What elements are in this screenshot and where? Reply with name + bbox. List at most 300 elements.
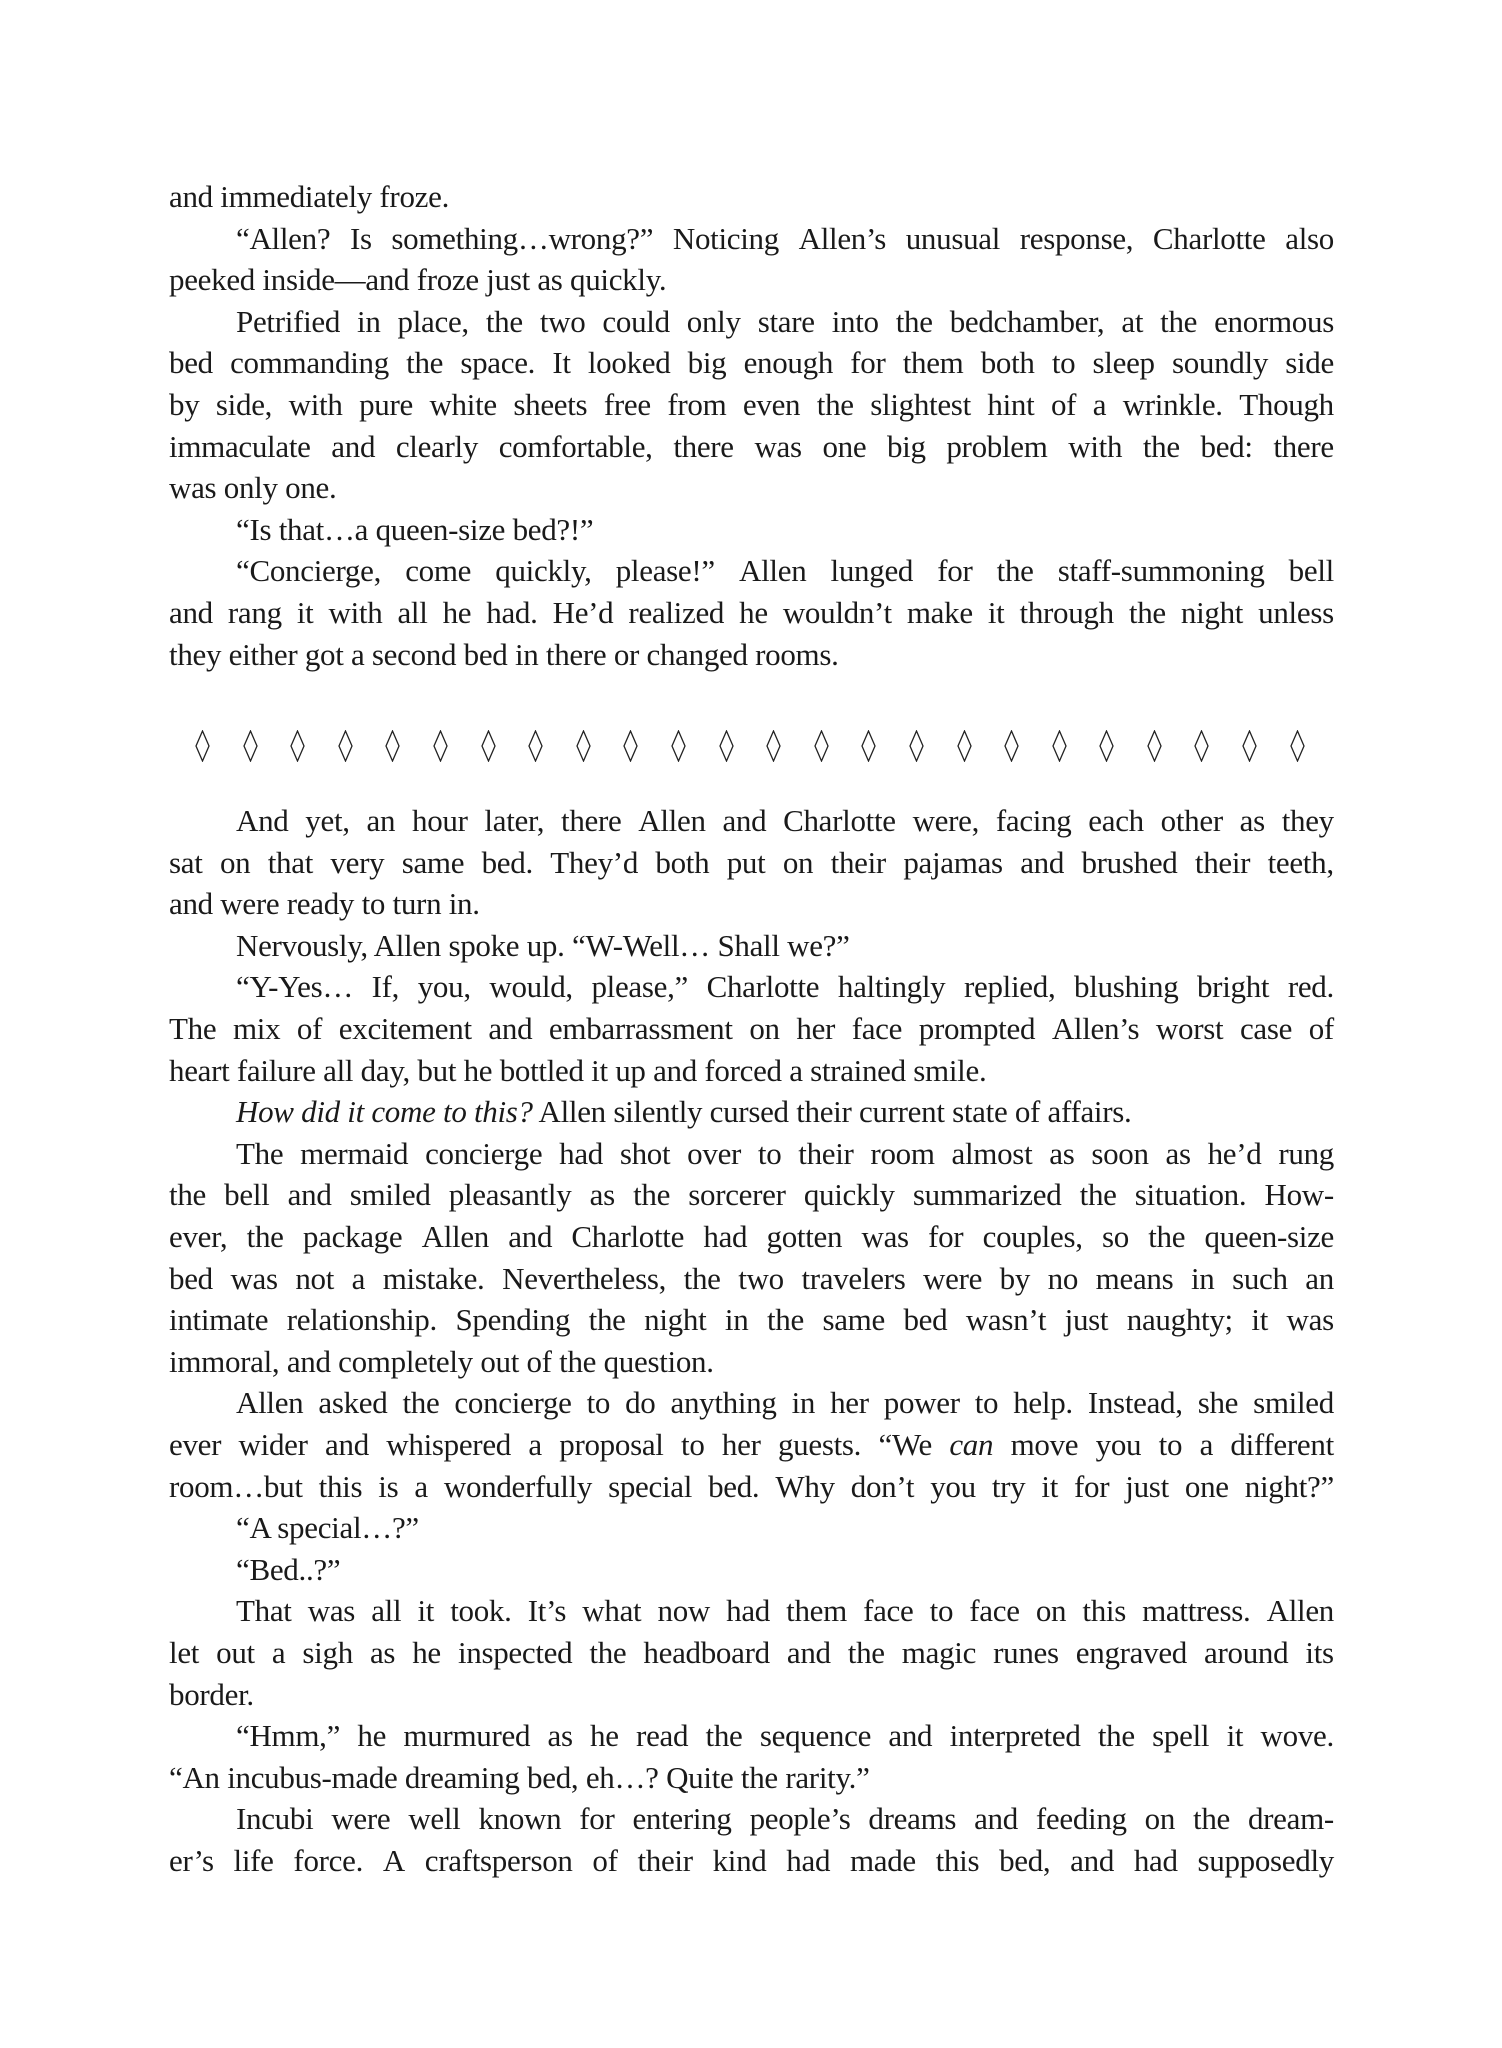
word: also: [1285, 220, 1334, 256]
word: there: [673, 428, 734, 464]
word: later,: [484, 803, 545, 838]
word: The: [236, 1135, 284, 1171]
word: sorcerer: [688, 1177, 786, 1213]
word: was: [307, 1593, 356, 1629]
diamond-ornament-icon: [1242, 730, 1257, 762]
word: Why: [775, 1468, 835, 1504]
word: and: [974, 1801, 1018, 1837]
word: face: [863, 1593, 914, 1629]
word: took.: [450, 1593, 512, 1629]
word: there: [561, 803, 622, 838]
text-line: [236, 1798, 1334, 1840]
word: concierge: [454, 1385, 572, 1421]
word: the: [1079, 1177, 1117, 1213]
word: yet,: [305, 803, 350, 838]
word: to: [974, 1385, 999, 1421]
word: guests.: [777, 1427, 862, 1462]
text-line: [169, 1299, 1334, 1341]
word: very: [330, 844, 385, 880]
word: a: [1199, 1427, 1214, 1462]
word: immaculate: [169, 428, 311, 464]
word: now: [657, 1593, 710, 1629]
word: different: [1230, 1427, 1334, 1462]
word: to: [1051, 345, 1076, 381]
line-text: they either got a second bed in there or changed rooms.: [169, 636, 839, 672]
word: spell: [1152, 1718, 1210, 1754]
word: Instead,: [1087, 1385, 1183, 1421]
word: gotten: [766, 1219, 843, 1254]
word: package: [302, 1219, 403, 1254]
word: bed: [903, 1302, 948, 1338]
word: out: [216, 1635, 255, 1670]
word: the: [485, 303, 523, 339]
word: lunged: [830, 553, 914, 589]
word: a: [271, 1635, 286, 1670]
word: their: [798, 1135, 854, 1171]
diamond-ornament-icon: [1099, 730, 1114, 762]
word: entering: [632, 1801, 732, 1837]
word: of: [1050, 387, 1077, 422]
word: commanding: [230, 345, 389, 381]
text-line: [236, 1382, 1334, 1424]
word: people’s: [749, 1801, 851, 1837]
text-line: [169, 1050, 1334, 1092]
word: space.: [460, 345, 536, 381]
word: by: [169, 387, 200, 422]
word: he: [357, 1718, 387, 1754]
diamond-ornament-icon: [243, 730, 258, 762]
word: the: [169, 1177, 206, 1213]
text-line: [236, 1133, 1334, 1175]
diamond-ornament-icon: [385, 730, 400, 762]
word: such: [1232, 1260, 1288, 1296]
word: And: [236, 803, 289, 838]
text-line: [169, 634, 1334, 676]
word: mattress.: [1142, 1593, 1251, 1629]
word: big: [886, 428, 926, 464]
word: this: [1082, 1593, 1126, 1629]
word: through: [1019, 595, 1114, 630]
word: their: [637, 1843, 693, 1878]
word: were,: [912, 803, 980, 838]
word: what: [582, 1593, 642, 1629]
line-text: “A special…?”: [236, 1510, 419, 1546]
word: as: [547, 1718, 573, 1754]
word: a: [414, 1468, 428, 1504]
word: embarrassment: [548, 1011, 733, 1046]
word: it: [296, 595, 314, 630]
word: runes: [993, 1635, 1059, 1670]
word: known: [478, 1801, 562, 1837]
word: side,: [215, 387, 273, 422]
word: please,”: [591, 969, 689, 1005]
text-line: [169, 1674, 1334, 1716]
word: had: [559, 1135, 603, 1171]
word: of: [296, 1011, 323, 1046]
diamond-ornament-icon: [1052, 730, 1067, 762]
word: help.: [1013, 1385, 1073, 1421]
word: of: [592, 1843, 618, 1878]
diamond-ornament-icon: [1004, 730, 1019, 762]
word: and: [888, 1718, 933, 1754]
text-line: [169, 1424, 1334, 1466]
word: and: [331, 428, 376, 464]
diamond-ornament-icon: [814, 730, 829, 762]
word: unusual: [905, 220, 1001, 256]
line-text: peeked inside—and froze just as quickly.: [169, 262, 667, 298]
word: the: [996, 553, 1034, 589]
word: one: [1184, 1468, 1229, 1504]
word: bright: [1196, 969, 1270, 1005]
word: it: [1226, 1718, 1244, 1754]
word: staff-summoning: [1057, 553, 1265, 589]
word: with: [328, 595, 383, 630]
word: the: [406, 345, 444, 381]
word: on: [1144, 1801, 1176, 1837]
word: just: [1125, 1468, 1169, 1504]
word: and: [786, 1635, 831, 1670]
word: the: [705, 1718, 743, 1754]
word: It: [552, 345, 571, 381]
word: can: [949, 1427, 994, 1462]
word: were: [331, 1801, 391, 1837]
text-line: [236, 1091, 1334, 1133]
word: each: [1088, 803, 1144, 838]
word: case: [1239, 1011, 1293, 1046]
word: and: [1020, 844, 1065, 880]
line-text: “An incubus-made dreaming bed, eh…? Quite the rarity.”: [169, 1759, 870, 1795]
word: as: [589, 1177, 615, 1213]
word: something…wrong?”: [391, 220, 654, 256]
word: dreams: [868, 1801, 957, 1837]
word: it: [987, 595, 1005, 630]
word: response,: [1019, 220, 1134, 256]
word: was: [230, 1260, 278, 1296]
word: enormous: [1214, 303, 1334, 339]
word: intimate: [169, 1302, 269, 1338]
word: this: [318, 1468, 363, 1504]
text-line: [169, 1174, 1334, 1216]
word: night: [644, 1302, 707, 1338]
diamond-ornament-icon: [861, 730, 876, 762]
word: “We: [878, 1427, 932, 1462]
word: bed:: [1200, 428, 1253, 464]
word: teeth,: [1267, 844, 1334, 880]
word: the: [683, 1260, 721, 1296]
word: er’s: [169, 1843, 214, 1878]
diamond-ornament-icon: [481, 730, 496, 762]
diamond-ornament-icon: [290, 730, 305, 762]
word: sequence: [759, 1718, 872, 1754]
word: on: [1035, 1593, 1067, 1629]
word: special: [608, 1468, 693, 1504]
diamond-ornament-icon: [909, 730, 924, 762]
word: her: [721, 1427, 761, 1462]
word: Allen: [236, 1385, 304, 1421]
word: and: [508, 1219, 553, 1254]
text-line: [169, 1840, 1334, 1882]
word: life: [233, 1843, 274, 1878]
word: the: [1160, 303, 1198, 339]
word: the: [766, 1302, 804, 1338]
word: it: [417, 1593, 435, 1629]
word: dream-: [1247, 1801, 1334, 1837]
word: had: [703, 1219, 748, 1254]
diamond-ornament-icon: [338, 730, 353, 762]
word: Allen: [739, 553, 807, 589]
word: and: [722, 803, 767, 838]
line-text: and were ready to turn in.: [169, 886, 480, 922]
word: whispered: [386, 1427, 511, 1462]
word: by: [999, 1260, 1031, 1296]
text-line: [169, 1341, 1334, 1383]
text-line: [169, 1466, 1334, 1508]
word: clearly: [395, 428, 479, 464]
word: ever,: [169, 1219, 228, 1254]
word: He’d: [552, 595, 614, 630]
diamond-ornament-icon: [719, 730, 734, 762]
word: Incubi: [236, 1801, 314, 1837]
word: red.: [1287, 969, 1334, 1005]
word: inspected: [457, 1635, 573, 1670]
word: try: [991, 1468, 1026, 1504]
word: is: [378, 1468, 399, 1504]
word: not: [295, 1260, 335, 1296]
word: to: [1158, 1427, 1183, 1462]
word: haltingly: [837, 969, 946, 1005]
word: to: [757, 1135, 782, 1171]
word: bell: [224, 1177, 270, 1213]
word: the: [816, 387, 854, 422]
word: If,: [371, 969, 400, 1005]
word: blushing: [1074, 969, 1179, 1005]
text-line: [169, 842, 1334, 884]
word: its: [1305, 1635, 1334, 1670]
word: the: [633, 1177, 671, 1213]
word: ever: [169, 1427, 222, 1462]
word: sleep: [1092, 345, 1155, 381]
word: Allen: [421, 1219, 489, 1254]
word: and: [325, 1427, 369, 1462]
word: the: [1128, 595, 1166, 630]
italic-text: How did it come to this?: [236, 1094, 533, 1130]
word: facing: [995, 803, 1072, 838]
word: was: [861, 1219, 909, 1254]
word: their: [1194, 844, 1251, 880]
word: had.: [486, 595, 538, 630]
word: two: [539, 303, 586, 339]
word: murmured: [403, 1718, 531, 1754]
word: proposal: [559, 1427, 664, 1462]
diamond-ornament-icon: [528, 730, 543, 762]
word: prompted: [918, 1011, 1036, 1046]
word: wrinkle.: [1122, 387, 1223, 422]
word: Allen’s: [798, 220, 887, 256]
word: wider: [238, 1427, 308, 1462]
word: that: [267, 844, 314, 880]
word: same: [401, 844, 465, 880]
word: “Concierge,: [236, 553, 382, 589]
word: on: [219, 844, 251, 880]
word: for: [937, 553, 973, 589]
word: on: [782, 844, 814, 880]
text-line: [236, 800, 1334, 842]
word: he: [412, 1635, 441, 1670]
word: her: [796, 1011, 836, 1046]
word: the: [895, 303, 933, 339]
word: even: [742, 387, 801, 422]
word: them: [902, 345, 964, 381]
word: Allen’s: [1051, 1011, 1140, 1046]
text-line: [169, 1216, 1334, 1258]
word: quickly: [803, 1177, 895, 1213]
word: craftsperson: [424, 1843, 573, 1878]
diamond-ornament-icon: [576, 730, 591, 762]
word: side: [1285, 345, 1334, 381]
word: well: [408, 1801, 461, 1837]
line-text: “Is that…a queen-size bed?!”: [236, 511, 594, 547]
word: as: [1049, 1135, 1075, 1171]
word: sigh: [302, 1635, 353, 1670]
word: hour: [412, 803, 468, 838]
word: in: [357, 303, 381, 339]
word: Charlotte: [571, 1219, 685, 1254]
word: the: [589, 1635, 627, 1670]
word: both: [655, 844, 710, 880]
word: Is: [349, 220, 372, 256]
word: her: [830, 1385, 869, 1421]
word: pajamas: [903, 844, 1003, 880]
line-text: Allen silently cursed their current state of affairs.: [532, 1094, 1132, 1130]
text-line: [236, 1715, 1334, 1757]
word: interpreted: [949, 1718, 1081, 1754]
word: hint: [987, 387, 1035, 422]
text-line: [169, 1757, 1334, 1799]
text-line: [236, 966, 1334, 1008]
word: Allen: [638, 803, 706, 838]
word: The: [169, 1011, 217, 1046]
text-line: [236, 1549, 1334, 1591]
word: the: [246, 1219, 284, 1254]
line-text: and immediately froze.: [169, 179, 450, 214]
word: Allen: [1266, 1593, 1334, 1629]
word: an: [1305, 1260, 1334, 1296]
word: he: [739, 595, 768, 630]
word: headboard: [643, 1635, 770, 1670]
word: supposedly: [1197, 1843, 1334, 1878]
word: free: [603, 387, 651, 422]
word: wove.: [1260, 1718, 1334, 1754]
word: engraved: [1075, 1635, 1187, 1670]
word: let: [169, 1635, 200, 1670]
text-line: [236, 301, 1334, 343]
word: with: [288, 387, 343, 422]
word: he’d: [1207, 1135, 1262, 1171]
word: for: [579, 1801, 615, 1837]
word: wasn’t: [965, 1302, 1047, 1338]
word: stare: [757, 303, 815, 339]
word: so: [1101, 1219, 1129, 1254]
word: bed.: [481, 844, 533, 880]
word: white: [429, 387, 497, 422]
word: smiled: [1253, 1385, 1334, 1421]
word: other: [1160, 803, 1223, 838]
word: sat: [169, 844, 203, 880]
word: you: [930, 1468, 976, 1504]
word: night?”: [1244, 1468, 1334, 1504]
word: bed: [169, 345, 213, 381]
word: mermaid: [300, 1135, 409, 1171]
word: he: [442, 595, 472, 630]
word: place,: [397, 303, 469, 339]
text-line: [236, 550, 1334, 592]
word: bell: [1288, 553, 1334, 589]
text-line: [236, 509, 1334, 551]
word: move: [1010, 1427, 1079, 1462]
word: would,: [489, 969, 573, 1005]
word: looked: [587, 345, 671, 381]
word: them: [786, 1593, 847, 1629]
word: same: [822, 1302, 885, 1338]
word: it: [1041, 1468, 1059, 1504]
word: to: [929, 1593, 954, 1629]
word: on: [749, 1011, 780, 1046]
scene-break-separator: [195, 728, 1305, 764]
word: pure: [359, 387, 413, 422]
word: almost: [951, 1135, 1033, 1171]
word: to: [586, 1385, 611, 1421]
word: at: [1121, 303, 1144, 339]
word: asked: [318, 1385, 388, 1421]
text-line: [169, 384, 1334, 426]
word: means: [1095, 1260, 1174, 1296]
word: “Y-Yes…: [236, 969, 354, 1005]
word: was: [754, 428, 802, 464]
word: bed: [169, 1260, 213, 1296]
word: Petrified: [236, 303, 341, 339]
word: the: [1097, 1718, 1135, 1754]
word: there: [1273, 428, 1334, 464]
word: brushed: [1081, 844, 1178, 880]
word: one: [822, 428, 867, 464]
word: in: [724, 1302, 749, 1338]
word: enough: [743, 345, 834, 381]
text-line: [169, 259, 1334, 301]
word: pleasantly: [448, 1177, 572, 1213]
word: as: [1165, 1135, 1191, 1171]
word: smiled: [349, 1177, 431, 1213]
word: unless: [1258, 595, 1334, 630]
word: two: [738, 1260, 784, 1296]
line-text: was only one.: [169, 470, 337, 506]
text-line: [236, 1507, 1334, 1549]
word: put: [726, 844, 766, 880]
word: don’t: [850, 1468, 915, 1504]
word: “Allen?: [236, 220, 331, 256]
word: shot: [619, 1135, 671, 1171]
word: soundly: [1171, 345, 1269, 381]
word: worst: [1155, 1011, 1224, 1046]
word: night: [1180, 595, 1244, 630]
word: slightest: [870, 387, 971, 422]
diamond-ornament-icon: [957, 730, 972, 762]
word: and: [169, 595, 213, 630]
word: from: [667, 387, 727, 422]
word: to: [681, 1427, 705, 1462]
word: the: [1193, 1801, 1230, 1837]
word: for: [1074, 1468, 1110, 1504]
word: bedchamber,: [949, 303, 1105, 339]
